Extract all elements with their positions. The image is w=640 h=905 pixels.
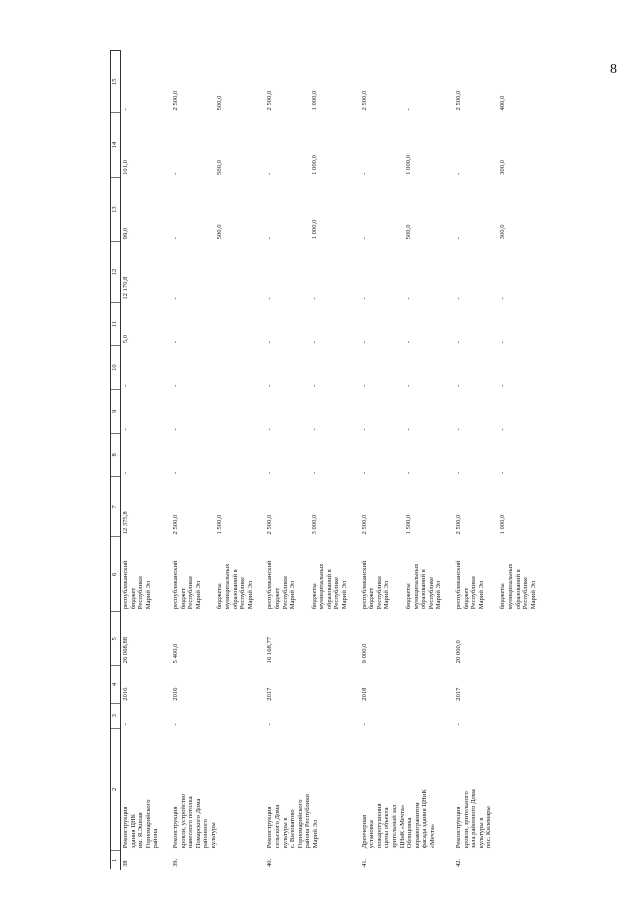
row-number: 42. (454, 851, 538, 870)
amount-regional: - (171, 237, 179, 240)
amount-regional: - (122, 108, 129, 111)
amount-regional: - (171, 297, 179, 300)
amount-municipal: 1 500,0 (216, 514, 224, 535)
estimated-cost: 20 000,0 (454, 612, 538, 666)
amount-regional: - (360, 471, 368, 475)
row-spacer (538, 51, 548, 870)
amount-col12 (454, 242, 538, 302)
text-line: образований в (514, 569, 522, 610)
amount-municipal: 1 000,0 (310, 155, 318, 175)
text-line: кровли, зрительного (462, 791, 470, 849)
text-line: республиканский (360, 560, 368, 610)
text-line: Реконструкция (122, 806, 129, 849)
amount-regional: 2 500,0 (360, 90, 368, 111)
amount-regional: - (455, 428, 462, 431)
amount-col15 (121, 51, 161, 113)
amount-col14 (265, 113, 349, 177)
estimated-cost: 5 400,0 (171, 612, 255, 666)
column-header-7: 7 (111, 477, 121, 537)
text-line: Республике (522, 576, 530, 610)
amount-municipal: - (405, 471, 413, 475)
amount-col15 (171, 51, 255, 113)
funding-source (171, 537, 255, 612)
amount-regional: - (455, 341, 462, 344)
text-line: Марий Эл (246, 580, 254, 610)
amount-col15 (454, 51, 538, 113)
amount-col8 (121, 433, 161, 477)
amount-regional: 2 500,0 (171, 514, 179, 535)
text-line: районного (202, 819, 210, 849)
amount-municipal: 500,0 (216, 95, 224, 111)
text-line: района Республики (304, 794, 312, 849)
row-spacer (444, 51, 454, 870)
amount-regional: - (266, 237, 274, 240)
amount-regional: 2 500,0 (171, 90, 179, 111)
amount-col10 (121, 346, 161, 390)
amount-col7 (360, 477, 444, 537)
amount-col9 (265, 389, 349, 433)
amount-regional: - (360, 428, 368, 431)
column-header-1: 1 (111, 851, 121, 870)
amount-municipal: - (310, 384, 318, 387)
text-line: Реконструкция (455, 806, 462, 849)
amount-col13 (171, 177, 255, 241)
text-line: муниципальных (318, 563, 326, 610)
column-header-12: 12 (111, 242, 121, 302)
funding-source (265, 537, 349, 612)
amount-regional: 2 500,0 (455, 514, 462, 535)
amount-col13 (121, 177, 161, 241)
amount-regional: - (171, 428, 179, 431)
amount-regional: - (360, 341, 368, 344)
text-line: бюджет (368, 587, 376, 610)
funding-source (121, 537, 161, 612)
amount-municipal: 500,0 (216, 224, 224, 240)
amount-regional: - (122, 428, 129, 431)
table-row (121, 51, 161, 870)
amount-col14 (171, 113, 255, 177)
amount-col11 (265, 302, 349, 346)
amount-col15 (265, 51, 349, 113)
row-number: 41. (360, 851, 444, 870)
row-spacer (161, 51, 171, 870)
text-line: зрительный зал (391, 804, 399, 849)
amount-regional: - (122, 384, 129, 387)
text-line: бюджет (462, 587, 470, 610)
object-name (171, 728, 255, 851)
text-line: бюджеты (310, 583, 318, 610)
amount-col13 (265, 177, 349, 241)
text-line: керамогранитом (413, 802, 421, 849)
object-name (121, 728, 161, 851)
estimated-cost: 26 068,88 (121, 612, 161, 666)
column-header-10: 10 (111, 346, 121, 390)
text-line: Горномарийского (144, 799, 152, 849)
column-header-11: 11 (111, 302, 121, 346)
estimated-cost: 9 000,0 (360, 612, 444, 666)
amount-col12 (265, 242, 349, 302)
amount-regional: - (360, 237, 368, 240)
text-line: культуры в (281, 817, 289, 849)
amount-regional: - (171, 172, 179, 175)
amount-col14 (454, 113, 538, 177)
amount-col14 (121, 113, 161, 177)
text-line: с. Виловатово (289, 809, 297, 849)
text-line: образований в (325, 569, 333, 610)
amount-municipal: - (310, 341, 318, 344)
page-number: 8 (610, 62, 617, 77)
year: 2018 (360, 666, 444, 703)
text-line: Помарского Дома (194, 798, 202, 849)
funding-source (360, 537, 444, 612)
text-line: муниципальных (412, 563, 420, 610)
cell-col3: - (454, 703, 538, 728)
estimated-cost: 16 168,77 (265, 612, 349, 666)
text-line: Реконструкция (171, 806, 179, 849)
amount-col7 (454, 477, 538, 537)
amount-municipal: 400,0 (499, 95, 507, 111)
amount-col8 (360, 433, 444, 477)
amount-municipal: 300,0 (499, 224, 507, 240)
amount-municipal: 1 000,0 (310, 90, 318, 111)
text-line: навесного потолка (187, 796, 195, 849)
text-line: образований в (420, 569, 428, 610)
amount-col12 (171, 242, 255, 302)
amount-regional: 101,0 (122, 160, 129, 175)
text-line: Республики (470, 576, 478, 610)
amount-regional: - (266, 384, 274, 387)
amount-municipal: 1 500,0 (405, 514, 413, 535)
text-line: Республики (281, 576, 289, 610)
year: 2016 (121, 666, 161, 703)
object-name (360, 728, 444, 851)
amount-col12 (121, 242, 161, 302)
year: 2017 (265, 666, 349, 703)
amount-col8 (454, 433, 538, 477)
column-header-2: 2 (111, 728, 121, 851)
amount-municipal: 1 000,0 (310, 219, 318, 240)
row-number: 38 (121, 851, 161, 870)
program-table (110, 50, 548, 870)
amount-municipal: 300,0 (499, 160, 507, 175)
amount-col10 (360, 346, 444, 390)
amount-regional: 12 375,8 (122, 511, 129, 535)
text-line: района (152, 828, 160, 849)
amount-regional: - (360, 297, 368, 300)
text-line: ЦНиК «Мечта» (398, 804, 406, 849)
amount-municipal: 1 000,0 (499, 514, 507, 535)
funding-source (454, 537, 538, 612)
text-line: Марий Эл (311, 819, 319, 849)
row-number: 39. (171, 851, 255, 870)
amount-col9 (454, 389, 538, 433)
text-line: пожаротушения (375, 803, 383, 849)
amount-municipal: - (499, 428, 507, 431)
text-line: бюджет (179, 587, 187, 610)
text-line: образований в (231, 569, 239, 610)
amount-municipal: - (405, 384, 413, 387)
row-spacer (350, 51, 360, 870)
amount-col14 (360, 113, 444, 177)
amount-regional: - (455, 471, 462, 475)
amount-col11 (171, 302, 255, 346)
amount-municipal: 500,0 (216, 160, 224, 175)
amount-regional: 99,0 (122, 227, 129, 240)
text-line: Республике (427, 576, 435, 610)
text-line: Марий Эл (477, 580, 485, 610)
amount-regional: - (171, 341, 179, 344)
amount-municipal: 1 000,0 (405, 155, 413, 175)
amount-municipal: - (499, 297, 507, 300)
amount-municipal: 3 000,0 (310, 514, 318, 535)
amount-col15 (360, 51, 444, 113)
text-line: зала районного Дома (470, 789, 478, 849)
text-line: республиканский (455, 560, 462, 610)
text-line: бюджет (129, 587, 137, 610)
text-line: Марий Эл (529, 580, 537, 610)
text-line: Реконструкция (266, 806, 274, 849)
amount-col7 (171, 477, 255, 537)
amount-regional: - (266, 428, 274, 431)
text-line: культуры (209, 822, 217, 849)
text-line: муниципальных (506, 563, 514, 610)
amount-municipal: - (499, 341, 507, 344)
amount-municipal: - (405, 341, 413, 344)
amount-col13 (454, 177, 538, 241)
amount-municipal: - (499, 384, 507, 387)
year: 2016 (171, 666, 255, 703)
table-row (171, 51, 255, 870)
amount-regional: - (266, 172, 274, 175)
object-name (265, 728, 349, 851)
column-header-3: 3 (111, 703, 121, 728)
amount-col9 (360, 389, 444, 433)
amount-col10 (265, 346, 349, 390)
amount-col10 (454, 346, 538, 390)
amount-col11 (121, 302, 161, 346)
text-line: республиканский (122, 560, 129, 610)
amount-regional: - (455, 172, 462, 175)
text-line: установка (368, 820, 376, 849)
table-body (121, 51, 549, 870)
amount-col9 (171, 389, 255, 433)
text-line: фасада здания ЦНиК (421, 789, 429, 849)
text-line: «Мечта» (429, 823, 436, 849)
rotated-table-container (110, 50, 630, 870)
column-header-13: 13 (111, 177, 121, 241)
amount-municipal: - (405, 297, 413, 300)
column-header-6: 6 (111, 537, 121, 612)
text-line: Дренчерная (360, 815, 368, 849)
amount-regional: - (171, 384, 179, 387)
text-line: Марий Эл (194, 580, 202, 610)
amount-regional: - (360, 172, 368, 175)
amount-col10 (171, 346, 255, 390)
column-header-9: 9 (111, 389, 121, 433)
text-line: бюджеты (499, 583, 507, 610)
text-line: культуры в (477, 817, 485, 849)
column-header-15: 15 (111, 51, 121, 113)
amount-regional: 12 170,8 (122, 276, 129, 300)
amount-regional: - (455, 237, 462, 240)
text-line: им. Я.Эшпая (137, 812, 145, 849)
text-line: Республики (375, 576, 383, 610)
text-line: сельского Дома (273, 804, 281, 849)
cell-col3: - (121, 703, 161, 728)
amount-municipal: - (310, 297, 318, 300)
amount-regional: 2 500,0 (360, 514, 368, 535)
amount-regional: - (455, 384, 462, 387)
text-line: Республики (187, 576, 195, 610)
row-spacer (255, 51, 265, 870)
amount-municipal: - (405, 428, 413, 431)
amount-regional: - (122, 471, 129, 475)
amount-regional: - (266, 471, 274, 475)
cell-col3: - (265, 703, 349, 728)
amount-regional: 5,0 (122, 335, 129, 344)
amount-col7 (121, 477, 161, 537)
text-line: сцены объекта (383, 807, 391, 849)
text-line: Марий Эл (144, 580, 152, 610)
text-line: Марий Эл (341, 580, 349, 610)
text-line: муниципальных (223, 563, 231, 610)
amount-regional: - (360, 384, 368, 387)
text-line: Республике (333, 576, 341, 610)
object-name (454, 728, 538, 851)
amount-col8 (171, 433, 255, 477)
text-line: пос. Килемары (485, 806, 493, 849)
text-line: здания ЦНК (129, 813, 137, 849)
text-line: Марий Эл (289, 580, 297, 610)
amount-municipal: - (499, 471, 507, 475)
text-line: Республике (239, 576, 247, 610)
amount-col13 (360, 177, 444, 241)
amount-col8 (265, 433, 349, 477)
amount-col12 (360, 242, 444, 302)
text-line: бюджеты (216, 583, 224, 610)
text-line: бюджеты (405, 583, 413, 610)
amount-municipal: - (405, 108, 413, 111)
amount-col11 (360, 302, 444, 346)
amount-col9 (121, 389, 161, 433)
amount-regional: - (266, 297, 274, 300)
table-row (454, 51, 538, 870)
text-line: Марий Эл (435, 580, 443, 610)
text-line: Облицовка (406, 817, 414, 849)
amount-regional: - (266, 341, 274, 344)
text-line: Марий Эл (383, 580, 391, 610)
cell-col3: - (360, 703, 444, 728)
text-line: республиканский (171, 560, 179, 610)
column-header-14: 14 (111, 113, 121, 177)
column-header-5: 5 (111, 612, 121, 666)
amount-col7 (265, 477, 349, 537)
amount-regional: 2 500,0 (455, 90, 462, 111)
text-line: кровли, устройство (179, 793, 187, 849)
amount-regional: - (171, 471, 179, 475)
text-line: Горномарийского (296, 799, 304, 849)
amount-municipal: - (310, 428, 318, 431)
amount-municipal: 500,0 (405, 224, 413, 240)
table-row (360, 51, 444, 870)
amount-regional: 2 500,0 (266, 90, 274, 111)
table-row (265, 51, 349, 870)
header-row (111, 51, 121, 870)
row-number: 40. (265, 851, 349, 870)
amount-regional: - (455, 297, 462, 300)
year: 2017 (454, 666, 538, 703)
text-line: Республики (137, 576, 145, 610)
amount-regional: 2 500,0 (266, 514, 274, 535)
column-header-8: 8 (111, 433, 121, 477)
amount-col11 (454, 302, 538, 346)
amount-municipal: - (310, 471, 318, 475)
text-line: республиканский (266, 560, 274, 610)
column-header-4: 4 (111, 666, 121, 703)
cell-col3: - (171, 703, 255, 728)
text-line: бюджет (273, 587, 281, 610)
